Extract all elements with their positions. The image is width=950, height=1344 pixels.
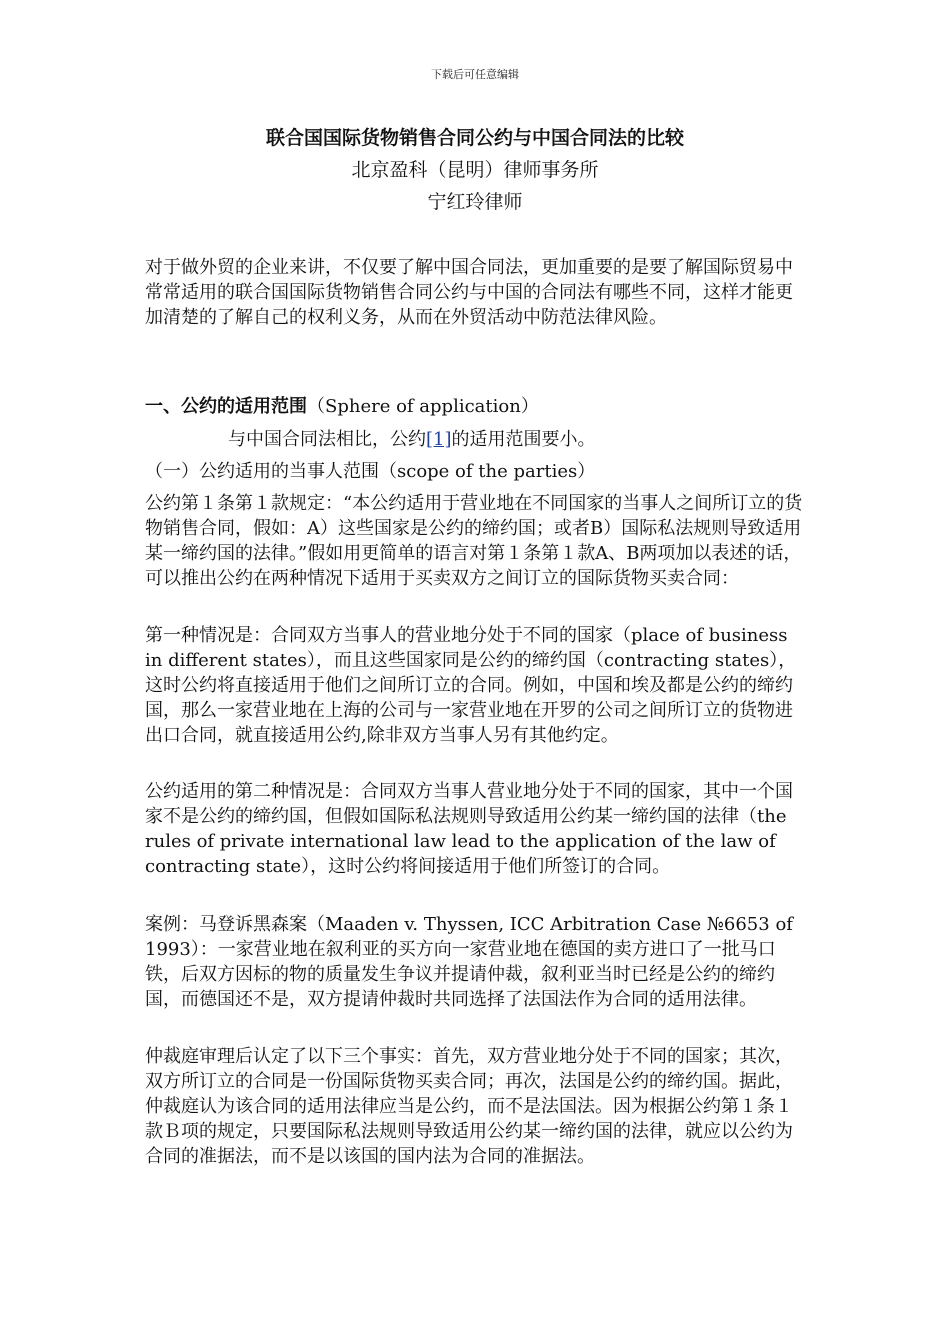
law-firm-name: 北京盈科（昆明）律师事务所 xyxy=(351,159,599,181)
lead-text-after: 的适用范围要小。 xyxy=(451,429,596,450)
section-heading-english: （Sphere of application） xyxy=(307,396,539,417)
footnote-link[interactable]: [1] xyxy=(426,429,452,450)
paragraph-tribunal-findings: 仲裁庭审理后认定了以下三个事实：首先，双方营业地分处于不同的国家；其次，双方所订立的合同是一份国际货物买卖合同；再次，法国是公约的缔约国。据此，仲裁庭认为该合同的适用法律应当是公约，而不是法国法。因为根据公约第１条１款Ｂ项的规定，只要国际私法规则导致适用公约某一缔约国的法律，就应以公约为合同的准据法，而不是以该国的国内法为合同的准据法。 xyxy=(145,1046,793,1167)
lead-text-before: 与中国合同法相比，公约 xyxy=(228,429,426,450)
section-lead-line xyxy=(228,427,808,452)
author-name: 宁红玲律师 xyxy=(427,191,523,213)
header-note: 下载后可任意编辑 xyxy=(431,68,519,81)
intro-paragraph: 对于做外贸的企业来讲，不仅要了解中国合同法，更加重要的是要了解国际贸易中常常适用的联合国国际货物销售合同公约与中国的合同法有哪些不同，这样才能更加清楚的了解自己的权利义务，从而在外贸活动中防范法律风险。 xyxy=(145,257,793,328)
paragraph-second-case: 公约适用的第二种情况是：合同双方当事人营业地分处于不同的国家，其中一个国家不是公约的缔约国，但假如国际私法规则导致适用公约某一缔约国的法律（the rules of private international law lead to the application of the law of contracting state），这时公约将间接适用于他们所签订的合同。 xyxy=(145,781,793,877)
paragraph-example-case: 案例：马登诉黑森案（Maaden v. Thyssen, ICC Arbitration Case №6653 of 1993）：一家营业地在叙利亚的买方向一家营业地在德国的卖方进口了一批马口铁，后双方因标的物的质量发生争议并提请仲裁，叙利亚当时已经是公约的缔约国，而德国还不是，双方提请仲裁时共同选择了法国法作为合同的适用法律。 xyxy=(145,914,793,1010)
section-heading xyxy=(145,394,807,419)
document-title: 联合国国际货物销售合同公约与中国合同法的比较 xyxy=(265,127,684,149)
title-block xyxy=(0,122,950,218)
paragraph-first-case: 第一种情况是：合同双方当事人的营业地分处于不同的国家（place of business in different states），而且这些国家同是公约的缔约国（contracting states），这时公约将直接适用于他们之间所订立的合同。例如，中国和埃及都是公约的缔约国，那么一家营业地在上海的公司与一家营业地在开罗的公司之间所订立的货物进出口合同，就直接适用公约,除非双方当事人另有其他约定。 xyxy=(145,625,797,746)
section-heading-title: 一、公约的适用范围 xyxy=(145,396,307,417)
sub-heading: （一）公约适用的当事人范围（scope of the parties） xyxy=(145,461,596,482)
paragraph-article-1: 公约第１条第１款规定：“本公约适用于营业地在不同国家的当事人之间所订立的货物销售合同，假如：A）这些国家是公约的缔约国；或者B）国际私法规则导致适用某一缔约国的法律。”假如用更简单的语言对第１条第１款A、B两项加以表述的话，可以推出公约在两种情况下适用于买卖双方之间订立的国际货物买卖合同： xyxy=(145,493,803,589)
